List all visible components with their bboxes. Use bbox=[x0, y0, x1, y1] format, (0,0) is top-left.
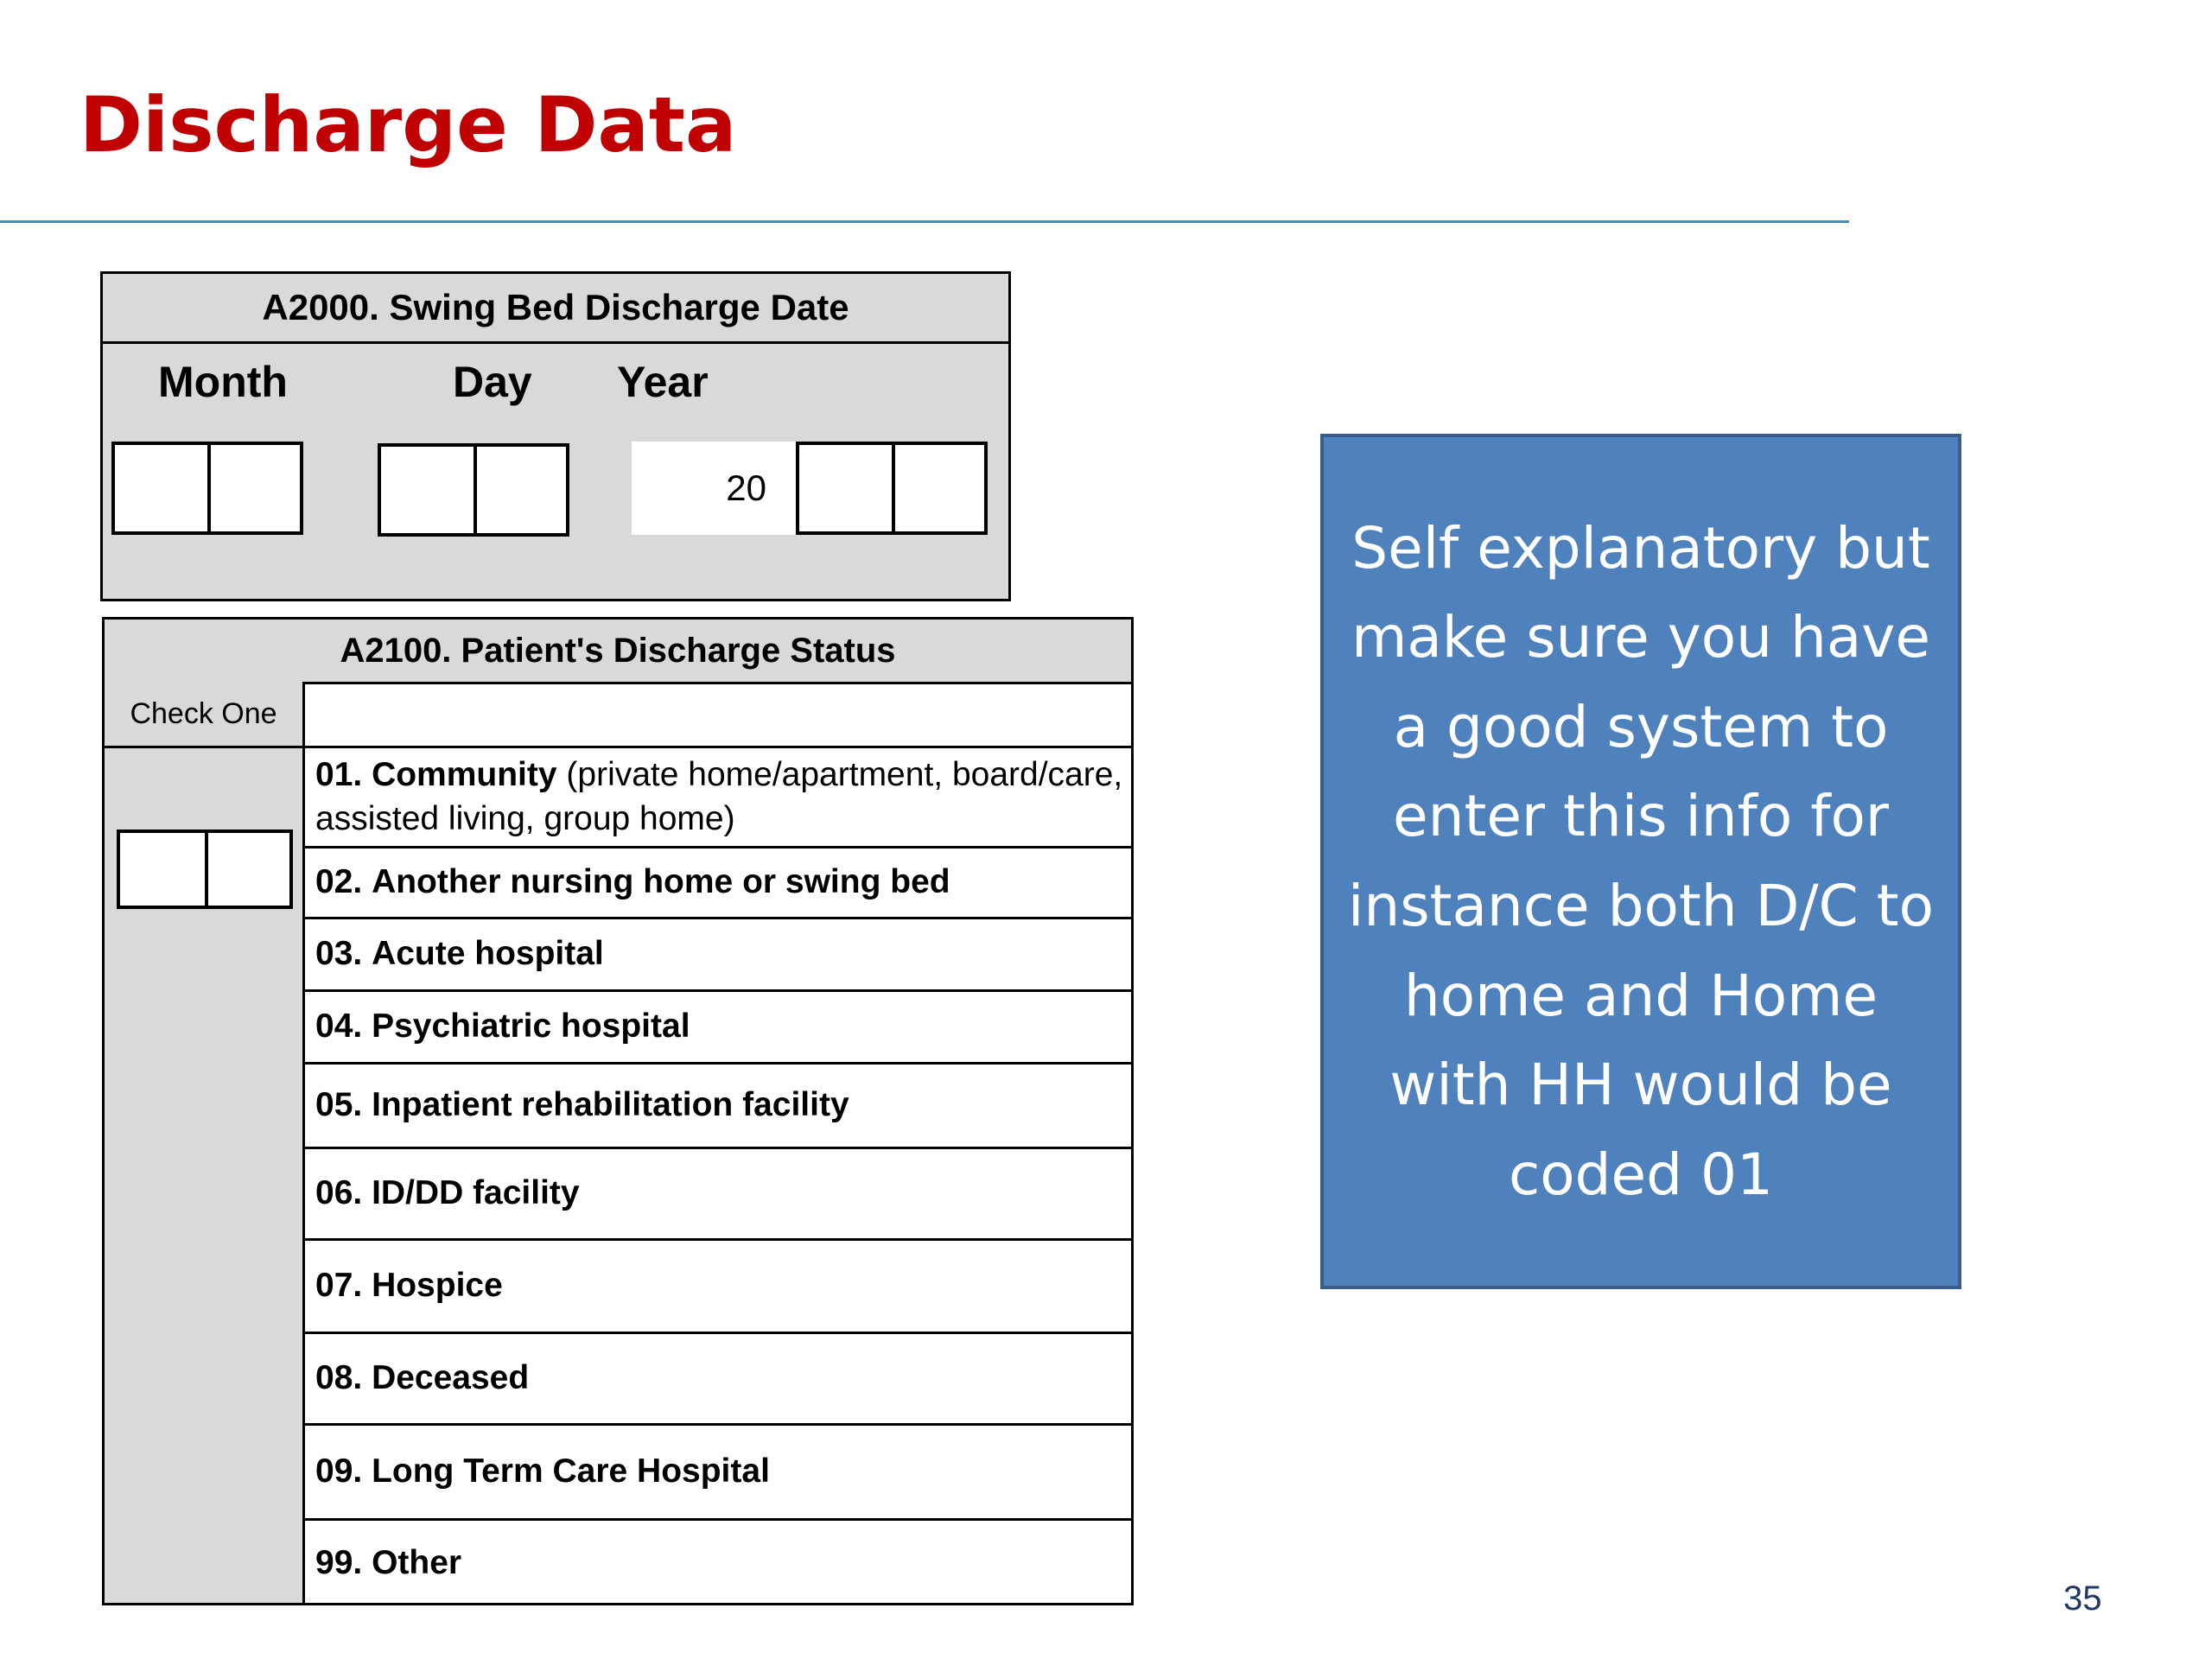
year-prefix: 20 bbox=[632, 442, 796, 535]
check-one-label: Check One bbox=[105, 682, 302, 748]
option-code: 04. bbox=[315, 1007, 363, 1046]
option-08 bbox=[305, 1332, 1131, 1423]
a2000-header: A2000. Swing Bed Discharge Date bbox=[103, 274, 1008, 344]
day-input[interactable] bbox=[378, 443, 569, 537]
option-code: 02. bbox=[315, 863, 363, 901]
year-label: Year bbox=[617, 358, 709, 406]
option-label: Other bbox=[372, 1543, 462, 1581]
slide-title: Discharge Data bbox=[79, 80, 737, 169]
month-input[interactable] bbox=[111, 442, 303, 535]
option-code: 05. bbox=[315, 1086, 363, 1124]
option-label: Deceased bbox=[372, 1359, 530, 1397]
title-divider bbox=[0, 220, 1849, 223]
option-09 bbox=[305, 1423, 1131, 1518]
option-label: Community bbox=[372, 756, 557, 793]
option-04 bbox=[305, 989, 1131, 1062]
option-02 bbox=[305, 846, 1131, 917]
year-input[interactable] bbox=[796, 442, 988, 535]
day-label: Day bbox=[453, 358, 532, 406]
option-code: 99. bbox=[315, 1543, 363, 1581]
check-column bbox=[105, 682, 305, 1603]
option-label: Hospice bbox=[372, 1267, 503, 1305]
option-header-blank bbox=[305, 682, 1131, 746]
page-number: 35 bbox=[2063, 1580, 2102, 1618]
option-label: ID/DD facility bbox=[372, 1174, 580, 1212]
callout-note bbox=[1320, 434, 1961, 1289]
option-label: Long Term Care Hospital bbox=[372, 1452, 770, 1491]
option-code: 09. bbox=[315, 1452, 363, 1491]
option-06 bbox=[305, 1147, 1131, 1238]
status-digit-2[interactable] bbox=[205, 833, 289, 906]
option-label: Inpatient rehabilitation facility bbox=[372, 1086, 849, 1124]
option-01 bbox=[305, 746, 1131, 846]
option-detail: (private home/apartment, board/care, assisted living, group home) bbox=[315, 756, 1123, 837]
month-label: Month bbox=[158, 358, 288, 406]
a2100-discharge-status-section bbox=[102, 617, 1134, 1605]
option-label: Another nursing home or swing bed bbox=[372, 863, 950, 901]
option-code: 08. bbox=[315, 1359, 363, 1397]
option-07 bbox=[305, 1238, 1131, 1332]
a2000-discharge-date-section bbox=[100, 271, 1011, 601]
callout-text: Self explanatory but make sure you have a good system to enter this info for instance both D/C to home and Home with HH would be coded 01 bbox=[1348, 514, 1934, 1208]
option-code: 01. bbox=[315, 756, 363, 793]
option-05 bbox=[305, 1062, 1131, 1147]
option-code: 03. bbox=[315, 935, 363, 973]
status-digit-1[interactable] bbox=[120, 833, 205, 906]
year-digit-3[interactable] bbox=[799, 445, 892, 531]
option-label: Acute hospital bbox=[372, 935, 604, 973]
option-code: 06. bbox=[315, 1174, 363, 1212]
day-digit-1[interactable] bbox=[381, 447, 474, 533]
day-digit-2[interactable] bbox=[474, 447, 566, 533]
month-digit-1[interactable] bbox=[115, 445, 207, 531]
option-99 bbox=[305, 1518, 1131, 1605]
a2100-header: A2100. Patient's Discharge Status bbox=[105, 620, 1131, 684]
option-label: Psychiatric hospital bbox=[372, 1007, 690, 1046]
option-03 bbox=[305, 917, 1131, 989]
month-digit-2[interactable] bbox=[207, 445, 300, 531]
status-code-input[interactable] bbox=[117, 830, 293, 909]
option-code: 07. bbox=[315, 1267, 363, 1305]
year-digit-4[interactable] bbox=[892, 445, 984, 531]
